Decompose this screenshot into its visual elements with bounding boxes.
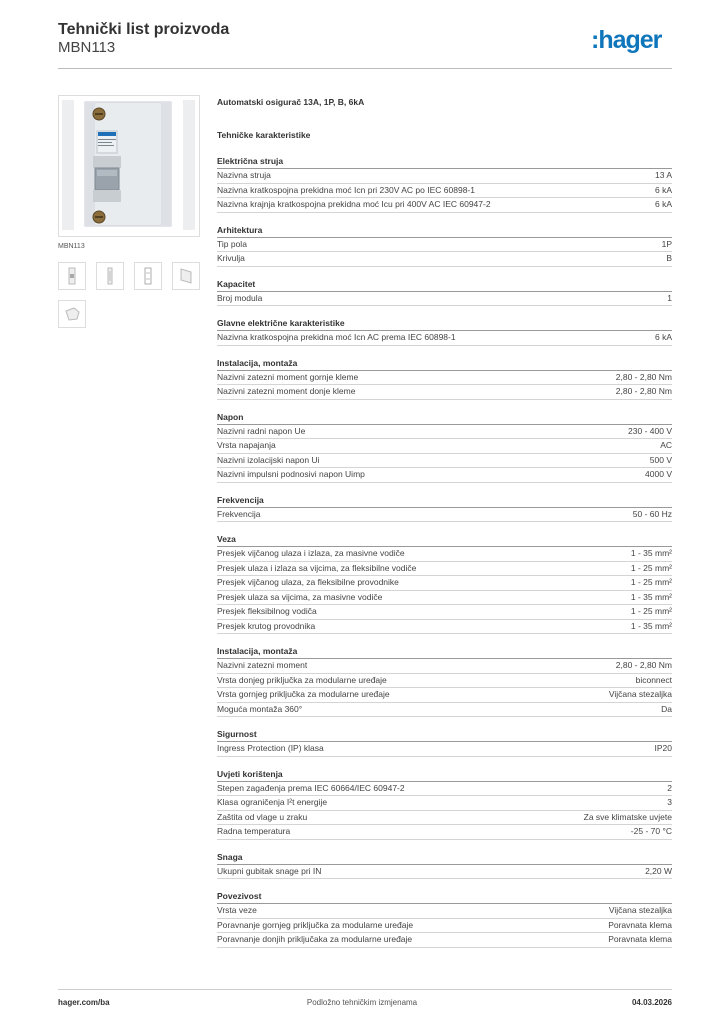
spec-label: Broj modula: [217, 292, 263, 303]
spec-label: Tip pola: [217, 238, 247, 249]
spec-row: [217, 688, 672, 703]
spec-label: Nazivni zatezni moment gornje kleme: [217, 371, 359, 382]
spec-label: Ingress Protection (IP) klasa: [217, 743, 324, 753]
logo-text: :hager: [591, 27, 662, 54]
spec-label: Presjek fleksibilnog vodiča: [217, 606, 317, 616]
spec-row: [217, 547, 672, 562]
spec-label: Nazivna kratkospojna prekidna moć Icn AC prema IEC 60898-1: [217, 332, 456, 342]
spec-value: 2: [667, 782, 672, 793]
spec-row: [217, 562, 672, 577]
spec-section: [217, 278, 672, 307]
spec-value: 50 - 60 Hz: [632, 508, 672, 519]
spec-row: [217, 904, 672, 919]
product-code: MBN113: [58, 39, 116, 56]
thumbnail-accessory-view[interactable]: [58, 300, 86, 328]
spec-value: IP20: [654, 743, 672, 753]
spec-value: 500 V: [649, 454, 672, 465]
spec-label: Presjek krutog provodnika: [217, 620, 316, 631]
spec-value: 2,20 W: [645, 865, 672, 876]
section-title: Glavne električne karakteristike: [217, 317, 672, 331]
spec-value: Vijčana stezaljka: [608, 689, 672, 699]
spec-section: [217, 728, 672, 757]
spec-section: [217, 411, 672, 483]
spec-section: [217, 155, 672, 213]
spec-row: [217, 865, 672, 880]
footer-date: 04.03.2026: [631, 998, 672, 1007]
spec-label: Nazivni radni napon Ue: [217, 425, 306, 436]
spec-label: Presjek ulaza i izlaza sa vijcima, za fleksibilne vodiče: [217, 562, 417, 573]
spec-row: [217, 742, 672, 757]
spec-value: 1: [667, 292, 672, 303]
spec-label: Nazivna kratkospojna prekidna moć Icn pri 230V AC po IEC 60898-1: [217, 184, 475, 195]
thumbnail-front-view[interactable]: [58, 262, 86, 290]
spec-value: 6 kA: [654, 332, 672, 342]
section-title: Veza: [217, 533, 672, 547]
specification-content: [217, 96, 672, 959]
section-title: Kapacitet: [217, 278, 672, 292]
spec-label: Klasa ograničenja I²t energije: [217, 797, 328, 807]
spec-row: [217, 252, 672, 267]
image-caption: MBN113: [58, 243, 85, 250]
spec-label: Poravnanje gornjeg priključka za modularne uređaje: [217, 919, 414, 930]
spec-label: Stepen zagađenja prema IEC 60664/IEC 60947-2: [217, 782, 405, 793]
spec-label: Presjek vijčanog ulaza, za fleksibilne provodnike: [217, 577, 399, 587]
spec-row: [217, 184, 672, 199]
spec-label: Nazivna krajnja kratkospojna prekidna moć Icu pri 400V AC IEC 60947-2: [217, 199, 491, 209]
spec-value: B: [666, 253, 672, 263]
spec-value: 1 - 35 mm²: [630, 591, 672, 602]
spec-value: 1 - 25 mm²: [630, 606, 672, 616]
spec-label: Krivulja: [217, 253, 245, 263]
document-title: Tehnički list proizvoda: [58, 21, 230, 38]
spec-label: Radna temperatura: [217, 826, 291, 836]
spec-value: 13 A: [654, 170, 672, 180]
technical-characteristics-heading: Tehničke karakteristike: [217, 130, 311, 140]
spec-label: Poravnanje donjih priključaka za modularne uređaje: [217, 934, 413, 944]
spec-section: [217, 317, 672, 346]
spec-value: 2,80 - 2,80 Nm: [615, 371, 672, 382]
hager-logo: [591, 27, 673, 57]
thumbnail-dimension-drawing[interactable]: [134, 262, 162, 290]
spec-row: [217, 919, 672, 934]
spec-label: Vrsta napajanja: [217, 440, 276, 450]
footer-note: Podložno tehničkim izmjenama: [306, 998, 418, 1007]
spec-section: [217, 533, 672, 634]
spec-value: Za sve klimatske uvjete: [583, 811, 672, 822]
spec-value: Da: [661, 703, 672, 714]
spec-row: [217, 385, 672, 400]
spec-label: Zaštita od vlage u zraku: [217, 811, 308, 822]
spec-row: [217, 591, 672, 606]
section-title: Električna struja: [217, 155, 672, 169]
spec-row: [217, 439, 672, 454]
spec-label: Nazivni zatezni moment donje kleme: [217, 386, 356, 396]
spec-value: 3: [667, 797, 672, 807]
spec-row: [217, 811, 672, 826]
thumbnail-side-view[interactable]: [96, 262, 124, 290]
section-title: Uvjeti korištenja: [217, 768, 672, 782]
spec-label: Nazivna struja: [217, 170, 271, 180]
spec-label: Presjek vijčanog ulaza i izlaza, za masivne vodiče: [217, 548, 405, 558]
spec-value: Vijčana stezaljka: [608, 905, 672, 915]
spec-label: Vrsta veze: [217, 905, 257, 915]
spec-value: 2,80 - 2,80 Nm: [615, 660, 672, 670]
spec-row: [217, 371, 672, 386]
spec-row: [217, 292, 672, 307]
spec-label: Nazivni impulsni podnosivi napon Uimp: [217, 469, 365, 479]
spec-row: [217, 468, 672, 483]
spec-value: 6 kA: [654, 199, 672, 209]
spec-row: [217, 454, 672, 469]
spec-label: Vrsta gornjeg priključka za modularne uređaje: [217, 689, 390, 699]
spec-value: AC: [660, 440, 672, 450]
spec-label: Presjek ulaza sa vijcima, za masivne vodiče: [217, 591, 383, 602]
section-title: Frekvencija: [217, 494, 672, 508]
spec-label: Moguća montaža 360°: [217, 703, 303, 714]
footer-website[interactable]: hager.com/ba: [58, 998, 110, 1007]
spec-row: [217, 674, 672, 689]
circuit-breaker-image: [59, 96, 199, 236]
spec-value: Poravnata klema: [608, 934, 672, 944]
specification-sections: [217, 155, 672, 948]
spec-value: 6 kA: [654, 184, 672, 195]
footer-divider: [58, 989, 672, 990]
spec-section: [217, 890, 672, 948]
spec-label: Nazivni izolacijski napon Ui: [217, 454, 320, 465]
spec-section: [217, 768, 672, 840]
section-title: Arhitektura: [217, 224, 672, 238]
spec-value: 1P: [661, 238, 672, 249]
spec-value: 4000 V: [645, 469, 672, 479]
spec-value: 1 - 25 mm²: [630, 562, 672, 573]
spec-row: [217, 782, 672, 797]
spec-label: Vrsta donjeg priključka za modularne uređaje: [217, 674, 387, 685]
spec-row: [217, 703, 672, 718]
spec-value: 1 - 25 mm²: [630, 577, 672, 587]
spec-value: 1 - 35 mm²: [630, 548, 672, 558]
spec-section: [217, 494, 672, 523]
spec-value: 230 - 400 V: [628, 425, 672, 436]
spec-value: -25 - 70 °C: [630, 826, 672, 836]
spec-section: [217, 645, 672, 717]
spec-section: [217, 851, 672, 880]
section-title: Povezivost: [217, 890, 672, 904]
spec-row: [217, 796, 672, 811]
product-title: Automatski osigurač 13A, 1P, B, 6kA: [217, 97, 365, 107]
spec-label: Ukupni gubitak snage pri IN: [217, 865, 322, 876]
spec-row: [217, 605, 672, 620]
spec-row: [217, 198, 672, 213]
spec-label: Nazivni zatezni moment: [217, 660, 308, 670]
spec-value: 1 - 35 mm²: [630, 620, 672, 631]
spec-row: [217, 331, 672, 346]
product-image: [58, 95, 200, 237]
spec-value: biconnect: [635, 674, 672, 685]
spec-section: [217, 224, 672, 267]
spec-row: [217, 238, 672, 253]
spec-section: [217, 357, 672, 400]
spec-row: [217, 620, 672, 635]
thumbnail-angle-view[interactable]: [172, 262, 200, 290]
spec-row: [217, 508, 672, 523]
section-title: Instalacija, montaža: [217, 357, 672, 371]
section-title: Snaga: [217, 851, 672, 865]
spec-label: Frekvencija: [217, 508, 261, 519]
spec-value: 2,80 - 2,80 Nm: [615, 386, 672, 396]
spec-row: [217, 933, 672, 948]
section-title: Sigurnost: [217, 728, 672, 742]
section-title: Instalacija, montaža: [217, 645, 672, 659]
spec-row: [217, 825, 672, 840]
spec-value: Poravnata klema: [608, 919, 672, 930]
header-divider: [58, 68, 672, 69]
spec-row: [217, 169, 672, 184]
spec-row: [217, 659, 672, 674]
spec-row: [217, 425, 672, 440]
spec-row: [217, 576, 672, 591]
section-title: Napon: [217, 411, 672, 425]
